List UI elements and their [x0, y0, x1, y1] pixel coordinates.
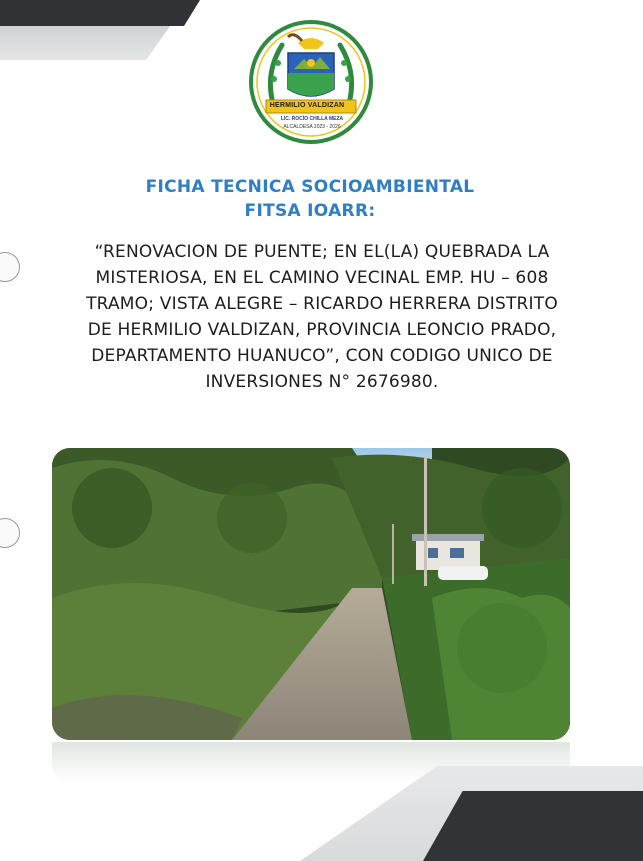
road-photo — [52, 448, 570, 740]
document-title — [60, 175, 560, 223]
corner-decoration-top-light — [0, 26, 170, 60]
title-line-1: FICHA TECNICA SOCIOAMBIENTAL — [145, 177, 475, 197]
title-line-2: FITSA IOARR: — [244, 201, 376, 221]
logo-mayor-period: ALCALDESA 2023 - 2026 — [283, 124, 341, 130]
corner-decoration-top-dark — [0, 0, 200, 26]
binder-hole-bottom — [0, 518, 20, 548]
binder-hole-top — [0, 252, 20, 282]
logo-mayor-name: LIC. ROCÍO CHILLA MEZA — [280, 116, 344, 122]
project-description: “RENOVACION DE PUENTE; EN EL(LA) QUEBRADA LA MISTERIOSA, EN EL CAMINO VECINAL EMP. HU – 608 TRAMO; VISTA ALEGRE – RICARDO HERRERA DISTRITO DE HERMILIO VALDIZAN, PROVINCIA LEONCIO PRADO, DEPARTAMENTO HUANUCO”, CON CODIGO UNICO DE INVERSIONES N° 2676980. — [86, 242, 558, 392]
logo-banner-text: HERMILIO VALDIZAN — [269, 102, 345, 109]
